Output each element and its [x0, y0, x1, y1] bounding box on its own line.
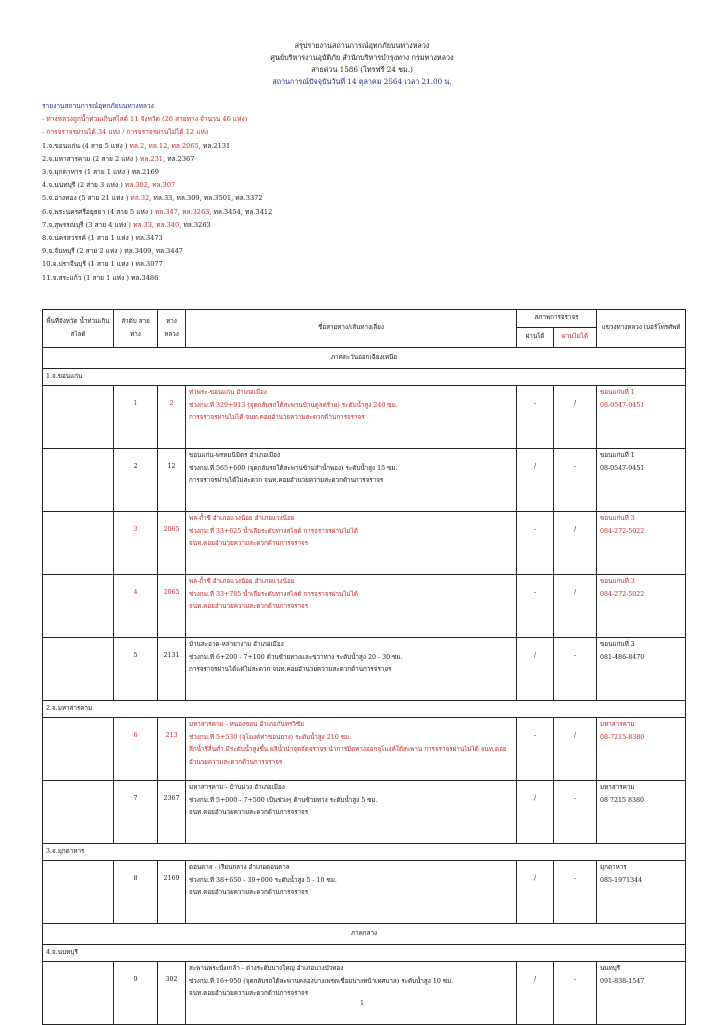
- district-name: มหาสารคาม: [600, 721, 635, 728]
- province-lead: 7.จ.สุพรรณบุรี (3 สาย 4 แห่ง ): [42, 220, 131, 229]
- region-row: [43, 924, 686, 945]
- area-cell: [43, 781, 114, 844]
- passable-cell: /: [517, 781, 554, 844]
- district-cell: [597, 781, 686, 844]
- summary-province-line: 6.จ.พระนครศรีอยุธยา (4 สาย 5 แห่ง ) ทล.347, ทล.3263, ทล.3454, ทล.3412: [42, 207, 273, 216]
- route-name: ขอนแก่น-พรหมนิมิตร อำเภอเมือง: [189, 452, 281, 459]
- district-name: มุกดาหาร: [600, 864, 627, 871]
- header-route: ทาง หลวง: [158, 310, 186, 348]
- header-area: พื้นที่จังหวัด น้ำท่วมเกินสไลด์: [43, 310, 114, 348]
- province-lead: 4.จ.นนทบุรี (2 สาย 3 แห่ง ): [42, 181, 123, 190]
- route-code: ทล.3473: [135, 234, 163, 243]
- impassable-cell: /: [554, 386, 597, 449]
- route-code: ทล.307: [152, 181, 176, 190]
- province-row: [43, 945, 686, 962]
- summary-province-line: 4.จ.นนทบุรี (2 สาย 3 แห่ง ) ทล.302, ทล.307: [42, 181, 176, 190]
- district-cell: [597, 449, 686, 512]
- summary-province-line: 2.จ.มหาสารคาม (2 สาย 2 แห่ง ) ทล.231, ทล.2367: [42, 154, 195, 163]
- header-title: สรุปรายงานสถานการณ์อุทกภัยบนทางหลวง: [294, 41, 430, 50]
- order-cell: 6: [114, 718, 158, 781]
- route-code: ทล.3077: [135, 260, 163, 269]
- table-row: [43, 638, 686, 701]
- passable-cell: /: [517, 449, 554, 512]
- impassable-cell: /: [554, 718, 597, 781]
- district-cell: [597, 386, 686, 449]
- route-detail-cell: [186, 962, 517, 1025]
- route-code: ทล.2065: [171, 141, 199, 150]
- route-name: ดอนตาล - เรียนกลาง อำเภอดอนตาล: [189, 864, 290, 871]
- summary-province-line: 5.จ.อ่างทอง (5 สาย 21 แห่ง ) ทล.32, ทล.33, ทล.309, ทล.3501, ทล.3372: [42, 194, 263, 203]
- area-cell: [43, 718, 114, 781]
- summary-province-line: [42, 272, 682, 285]
- route-detail-cell: [186, 861, 517, 924]
- summary-section: [42, 100, 682, 285]
- header-traffic-status: สภาพการจราจร: [517, 310, 597, 328]
- district-phone: 081-486-8470: [600, 653, 645, 661]
- table-row: [43, 861, 686, 924]
- district-phone: 08 7215 8380: [600, 796, 645, 804]
- region-title: ภาคตะวันออกเฉียงเหนือ: [43, 348, 686, 369]
- passable-cell: /: [517, 638, 554, 701]
- report-body: [43, 348, 686, 1025]
- passable-cell: -: [517, 512, 554, 575]
- header-order: ลำดับ สายทาง: [114, 310, 158, 348]
- province-lead: 6.จ.พระนครศรีอยุธยา (4 สาย 5 แห่ง ): [42, 207, 153, 216]
- route-code: ทล.3486: [131, 273, 159, 282]
- district-name: ขอนแก่นที่ 3: [600, 515, 635, 522]
- route-code: ทล.3263: [182, 207, 210, 216]
- route-location: ช่วงกม.ที่ 5+000 - 7+500 เป็นช่วงๆ ด้านซ้ายทาง ระดับน้ำสูง 5 ซม.: [189, 796, 378, 804]
- district-cell: [597, 512, 686, 575]
- route-code: ทล.2131: [202, 141, 231, 150]
- summary-province-line: 7.จ.สุพรรณบุรี (3 สาย 4 แห่ง ) ทล.33, ทล.340, ทล.3263: [42, 220, 211, 229]
- area-cell: [43, 861, 114, 924]
- route-cell: 213: [158, 718, 186, 781]
- district-name: ขอนแก่นที่ 3: [600, 578, 635, 585]
- table-row: [43, 575, 686, 638]
- province-name: 1.จ.ขอนแก่น: [43, 369, 686, 386]
- table-row: [43, 386, 686, 449]
- table-row: [43, 512, 686, 575]
- route-cell: 2: [158, 386, 186, 449]
- province-lead: 3.จ.มุกดาหาร (1 สาย 1 แห่ง ): [42, 168, 130, 177]
- summary-province-line: 9.จ.จันทบุรี (2 สาย 2 แห่ง ) ทล.3409, ทล.3447: [42, 247, 183, 256]
- header-passable: ผ่านได้: [517, 328, 554, 348]
- summary-title: รายงานสถานการณ์อุทกภัยบนทางหลวง: [42, 102, 154, 110]
- district-phone: 085-1971344: [600, 876, 643, 884]
- district-cell: [597, 638, 686, 701]
- district-phone: 084-272-5022: [600, 527, 645, 535]
- area-cell: [43, 575, 114, 638]
- route-name: มหาสารคาม - หนองขอน อำเภอกันทรวิชัย: [189, 721, 304, 728]
- route-code: ทล.3447: [155, 247, 183, 256]
- route-note: จนท.คอยอำนวยความสะดวกด้านการจราจร: [189, 540, 309, 548]
- order-cell: 1: [114, 386, 158, 449]
- route-code: ทล.33: [153, 194, 173, 203]
- route-code: ทล.3372: [235, 194, 263, 203]
- area-cell: [43, 512, 114, 575]
- order-cell: 5: [114, 638, 158, 701]
- district-name: ขอนแก่นที่ 1: [600, 389, 635, 396]
- summary-province-line: 1.จ.ขอนแก่น (4 สาย 5 แห่ง ) ทล.2, ทล.12, ทล.2065, ทล.2131: [42, 141, 231, 150]
- route-code: ทล.2169: [131, 168, 159, 177]
- district-phone: 084-272-5022: [600, 590, 645, 598]
- header-district: แขวงทางหลวง เบอร์โทรศัพท์: [597, 310, 686, 348]
- route-code: ทล.33: [133, 220, 152, 229]
- order-cell: 4: [114, 575, 158, 638]
- flood-report-table: [42, 309, 686, 1025]
- route-code: ทล.2: [129, 141, 145, 150]
- route-name: พล-ถ้ำชี อำเภอแวงน้อย อำเภอแวงน้อย: [189, 578, 295, 585]
- route-code: ทล.12: [148, 141, 168, 150]
- route-cell: 2131: [158, 638, 186, 701]
- route-cell: 2065: [158, 512, 186, 575]
- district-cell: [597, 575, 686, 638]
- route-location: ช่วงกม.ที่ 6+200 - 7+100 ด้านซ้ายทางและขวาทาง ระดับน้ำสูง 20 - 30 ซม.: [189, 653, 403, 661]
- area-cell: [43, 962, 114, 1025]
- passable-cell: -: [517, 386, 554, 449]
- route-code: ทล.309: [176, 194, 200, 203]
- summary-affected: - ทางหลวงถูกน้ำท่วมเกินสไลด์ 11 จังหวัด (26 สายทาง จำนวน 46 แห่ง): [42, 115, 248, 124]
- route-note: การจราจรผ่านได้ไม่สะดวก จนท.คอยอำนวยความสะดวกด้านการจราจร: [189, 477, 384, 485]
- route-detail-cell: [186, 638, 517, 701]
- district-name: ขอนแก่นที่ 1: [600, 452, 635, 459]
- passable-cell: /: [517, 962, 554, 1025]
- route-detail-cell: [186, 449, 517, 512]
- impassable-cell: -: [554, 962, 597, 1025]
- province-lead: 8.จ.นครสวรรค์ (1 สาย 1 แห่ง ): [42, 234, 134, 243]
- route-code: ทล.347: [154, 207, 178, 216]
- province-lead: 1.จ.ขอนแก่น (4 สาย 5 แห่ง ): [42, 141, 128, 150]
- passable-cell: /: [517, 861, 554, 924]
- summary-province-list: [42, 140, 682, 285]
- route-code: ทล.2367: [167, 154, 195, 163]
- route-cell: 12: [158, 449, 186, 512]
- route-code: ทล.32: [130, 194, 150, 203]
- route-detail-cell: [186, 718, 517, 781]
- header-impassable: ผ่านไม่ได้: [554, 328, 597, 348]
- province-row: [43, 369, 686, 386]
- route-name: มหาสารคาม - บ้านม่วง อำเภอเมือง: [189, 784, 285, 791]
- province-row: [43, 701, 686, 718]
- district-phone: 08-7215-8380: [600, 733, 645, 741]
- route-name: สะพานพระนั่งเกล้า - ต่างระดับบางใหญ่ อำเภอบางบัวทอง: [189, 965, 344, 972]
- order-cell: 9: [114, 962, 158, 1025]
- route-location: ช่วงกม.ที่ 16+950 (จุดกลับรถใต้สะพานคลองบางเพรดเชื่อมบางหน้าเทศบาล) ระดับน้ำสูง 10 ซม.: [189, 977, 454, 985]
- impassable-cell: /: [554, 512, 597, 575]
- table-row: [43, 781, 686, 844]
- district-cell: [597, 861, 686, 924]
- route-location: ช่วงกม.ที่ 33+785 น้ำเลียระดับทางสไลด์ การจราจรผ่านไม่ได้: [189, 590, 358, 598]
- route-cell: 2065: [158, 575, 186, 638]
- area-cell: [43, 638, 114, 701]
- impassable-cell: -: [554, 638, 597, 701]
- route-note: การจราจรผ่านไม่ได้ จนท.คอยอำนวยความสะดวกด้านการจราจร: [189, 414, 365, 422]
- area-cell: [43, 449, 114, 512]
- route-code: ทล.3409: [124, 247, 152, 256]
- route-note: จนท.คอยอำนวยความสะดวกด้านการจราจร: [189, 603, 309, 611]
- route-note: การจราจรผ่านได้แต่ไม่สะดวก จนท.คอยอำนวยความสะดวกด้านการจราจร: [189, 666, 392, 674]
- district-phone: 08-0547-9451: [600, 464, 645, 472]
- route-code: ทล.3263: [183, 220, 211, 229]
- route-location: ช่วงกม.ที่ 565+600 (จุดกลับรถใต้สะพานข้ามลำน้ำพอง) ระดับน้ำสูง 15 ซม.: [189, 464, 398, 472]
- route-detail-cell: [186, 512, 517, 575]
- header-datetime: สถานการณ์ปัจจุบันวันที่ 14 ตุลาคม 2564 เวลา 21.00 น.: [272, 77, 452, 86]
- impassable-cell: /: [554, 575, 597, 638]
- district-name: ขอนแก่นที่ 3: [600, 641, 635, 648]
- order-cell: 8: [114, 861, 158, 924]
- order-cell: 2: [114, 449, 158, 512]
- summary-province-line: [42, 232, 682, 245]
- impassable-cell: -: [554, 781, 597, 844]
- passable-cell: -: [517, 575, 554, 638]
- header-agency: ศูนย์บริหารงานอุบัติภัย สำนักบริหารบำรุงทาง กรมทางหลวง: [270, 53, 454, 62]
- route-location: ช่วงกม.ที่ 33+625 น้ำเลียระดับทางสไลด์ การจราจรผ่านไม่ได้: [189, 527, 358, 535]
- page-number: 1: [360, 1000, 364, 1007]
- table-row: [43, 449, 686, 512]
- route-name: พล-ถ้ำชี อำเภอแวงน้อย อำเภอแวงน้อย: [189, 515, 295, 522]
- route-name: ท่าพระ-ขอนแก่น อำเภอเมือง: [189, 389, 267, 396]
- route-location: ช่วงกม.ที่ 38+650 - 39+000 ระดับน้ำสูง 5 - 10 ซม.: [189, 876, 337, 884]
- order-cell: 3: [114, 512, 158, 575]
- route-note: จนท.คอยอำนวยความสะดวกด้านการจราจร: [189, 809, 309, 817]
- route-cell: 2367: [158, 781, 186, 844]
- route-detail-cell: [186, 781, 517, 844]
- route-code: ทล.3454: [213, 207, 241, 216]
- route-note: จนท.คอยอำนวยความสะดวกด้านการจราจร: [189, 990, 309, 998]
- district-cell: [597, 962, 686, 1025]
- route-note: จนท.คอยอำนวยความสะดวกด้านการจราจร: [189, 889, 309, 897]
- route-detail-cell: [186, 386, 517, 449]
- province-name: 2.จ.มหาสารคาม: [43, 701, 686, 718]
- summary-province-line: [42, 258, 682, 271]
- province-row: [43, 844, 686, 861]
- route-location: ช่วงกม.ที่ 5+530 (จุโมงค์ท่าขอนยาง) ระดับน้ำสูง 210 ซม.: [189, 733, 352, 741]
- province-lead: 10.จ.ปราจีนบุรี (1 สาย 1 แห่ง ): [42, 260, 134, 269]
- route-code: ทล.231: [139, 154, 163, 163]
- district-cell: [597, 718, 686, 781]
- header-hotline: สายด่วน 1586 (โทรฟรี 24 ชม.): [311, 65, 413, 74]
- district-name: มหาสารคาม: [600, 784, 635, 791]
- header-route-name: ชื่อสายทาง/เส้นทางเลี่ยง: [186, 310, 517, 348]
- district-phone: 08-0547-9451: [600, 401, 645, 409]
- route-code: ทล.340: [156, 220, 180, 229]
- route-location: ช่วงกม.ที่ 329+913 (จุดกลับรถใต้สะพานบ้านดูลตร้าย) ระดับน้ำสูง 240 ซม.: [189, 401, 398, 409]
- district-name: นนทบุรี: [600, 965, 621, 972]
- province-name: 4.จ.นนทบุรี: [43, 945, 686, 962]
- province-lead: 5.จ.อ่างทอง (5 สาย 21 แห่ง ): [42, 194, 129, 203]
- order-cell: 7: [114, 781, 158, 844]
- route-code: ทล.302: [124, 181, 148, 190]
- area-cell: [43, 386, 114, 449]
- impassable-cell: -: [554, 449, 597, 512]
- table-row: [43, 718, 686, 781]
- province-lead: 9.จ.จันทบุรี (2 สาย 2 แห่ง ): [42, 247, 123, 256]
- route-cell: 2169: [158, 861, 186, 924]
- region-title: ภาคกลาง: [43, 924, 686, 945]
- report-header: [0, 40, 724, 88]
- route-cell: 302: [158, 962, 186, 1025]
- route-detail-cell: [186, 575, 517, 638]
- summary-province-line: [42, 166, 682, 179]
- route-note: ลึกน้ำรีลื่นต่ำ มีระดับน้ำสูงขึ้น ผลิน้ำนำจุดจัดจราจร นำการปิดทางออกจุโมงค์ใต้สะพาน การจราจรผ่านไม่ได้ จนท.คอยอำนวยความสะดวกด้านการจราจร: [189, 746, 507, 767]
- district-phone: 091-838-1547: [600, 977, 645, 985]
- table-row: [43, 962, 686, 1025]
- province-lead: 11.จ.สระแก้ว (1 สาย 1 แห่ง ): [42, 273, 129, 282]
- impassable-cell: -: [554, 861, 597, 924]
- passable-cell: -: [517, 718, 554, 781]
- province-name: 3.จ.มุกดาหาร: [43, 844, 686, 861]
- route-code: ทล.3412: [245, 207, 273, 216]
- summary-passable: - การจราจรผ่านได้ 34 แห่ง / การจราจรผ่านไม่ได้ 12 แห่ง: [42, 128, 209, 137]
- route-name: บ้านสะอาด-หล่ายางาม อำเภอเมือง: [189, 641, 284, 648]
- region-row: [43, 348, 686, 369]
- route-code: ทล.3501: [203, 194, 232, 203]
- province-lead: 2.จ.มหาสารคาม (2 สาย 2 แห่ง ): [42, 154, 138, 163]
